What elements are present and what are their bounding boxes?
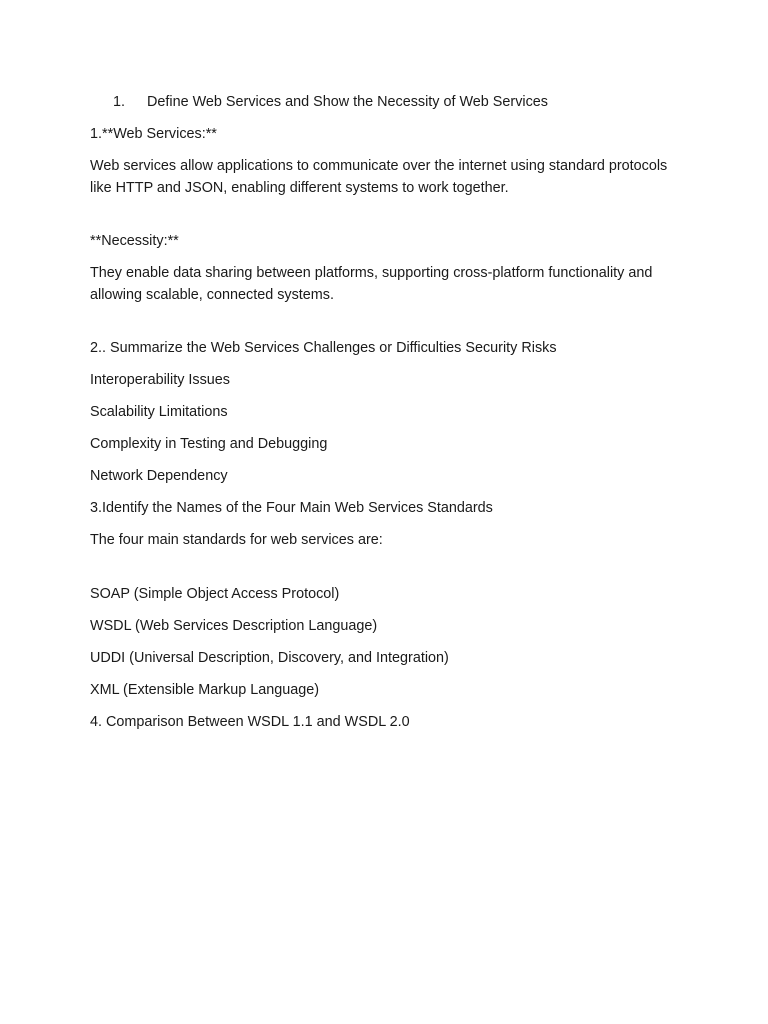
necessity-paragraph: They enable data sharing between platforms, supporting cross-platform functionality and allowing scalable, connected systems. — [90, 265, 653, 303]
challenge-item: Network Dependency — [90, 468, 228, 484]
standard-item: UDDI (Universal Description, Discovery, and Integration) — [90, 649, 449, 666]
list-item-text: Define Web Services and Show the Necessity of Web Services — [147, 94, 548, 110]
standards-intro: The four main standards for web services are: — [90, 532, 383, 548]
standard-item: WSDL (Web Services Description Language) — [90, 617, 378, 634]
web-services-heading: 1.**Web Services:** — [90, 126, 217, 142]
standard-item: XML (Extensible Markup Language) — [90, 681, 320, 698]
standards-heading: 3.Identify the Names of the Four Main Web Services Standards — [90, 500, 493, 516]
challenge-item: Interoperability Issues — [90, 372, 230, 388]
numbered-list-item — [90, 92, 680, 114]
challenge-item: Complexity in Testing and Debugging — [90, 436, 328, 452]
necessity-heading: **Necessity:** — [90, 233, 179, 249]
document-body — [90, 92, 680, 744]
challenge-item: Scalability Limitations — [90, 404, 228, 420]
challenges-heading: 2.. Summarize the Web Services Challenges or Difficulties Security Risks — [90, 340, 557, 356]
blank-line — [90, 317, 680, 339]
standard-item: SOAP (Simple Object Access Protocol) — [90, 585, 340, 602]
comparison-heading: 4. Comparison Between WSDL 1.1 and WSDL 2.0 — [90, 713, 410, 730]
blank-line — [90, 562, 680, 584]
blank-line — [90, 210, 680, 232]
list-marker: 1. — [113, 94, 126, 110]
web-services-paragraph: Web services allow applications to communicate over the internet using standard protocols like HTTP and JSON, enabling different systems to work together. — [90, 158, 668, 196]
